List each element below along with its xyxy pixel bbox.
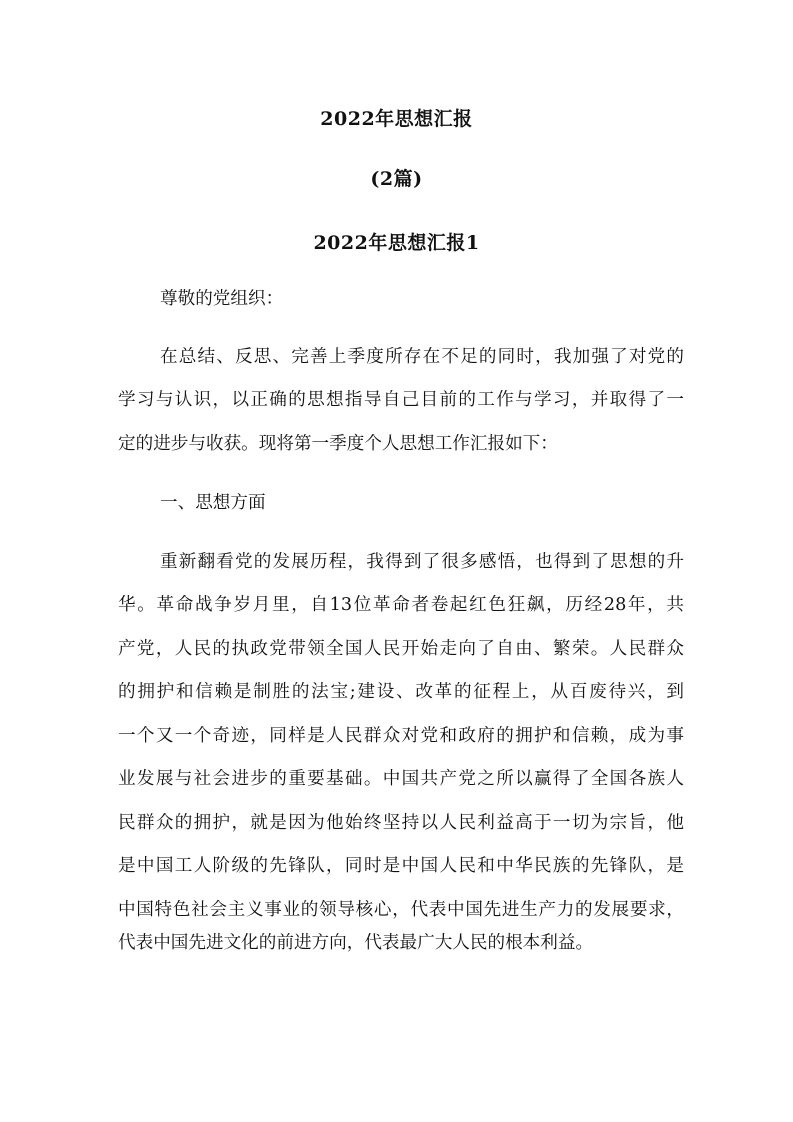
- intro-line: 定的进步与收获。现将第一季度个人思想工作汇报如下：: [118, 434, 558, 454]
- body-line: 代表中国先进文化的前进方向，代表最广大人民的根本利益。: [118, 933, 594, 953]
- salutation: 尊敬的党组织：: [160, 289, 284, 309]
- body-line: 重新翻看党的发展历程，我得到了很多感悟，也得到了思想的升: [160, 552, 684, 572]
- body-line: 一个又一个奇迹，同样是人民群众对党和政府的拥护和信赖，成为事: [118, 726, 684, 746]
- intro-line: 在总结、反思、完善上季度所存在不足的同时，我加强了对党的: [160, 347, 684, 367]
- section-heading: 一、思想方面: [160, 493, 266, 513]
- body-line: 业发展与社会进步的重要基础。中国共产党之所以赢得了全国各族人: [118, 769, 684, 789]
- body-line: 华。革命战争岁月里，自13位革命者卷起红色狂飙，历经28年，共: [118, 595, 684, 615]
- body-line: 民群众的拥护，就是因为他始终坚持以人民利益高于一切为宗旨，他: [118, 813, 684, 833]
- section-title: 2022年思想汇报1: [313, 232, 480, 254]
- body-line: 产党，人民的执政党带领全国人民开始走向了自由、繁荣。人民群众: [118, 639, 684, 659]
- intro-line: 学习与认识，以正确的思想指导自己目前的工作与学习，并取得了一: [118, 390, 684, 410]
- document-subtitle: (2篇): [370, 168, 423, 190]
- document-title: 2022年思想汇报: [320, 108, 473, 130]
- body-line: 的拥护和信赖是制胜的法宝;建设、改革的征程上，从百废待兴，到: [118, 682, 684, 702]
- body-line: 中国特色社会主义事业的领导核心，代表中国先进生产力的发展要求，: [118, 900, 684, 920]
- body-line: 是中国工人阶级的先锋队，同时是中国人民和中华民族的先锋队，是: [118, 856, 684, 876]
